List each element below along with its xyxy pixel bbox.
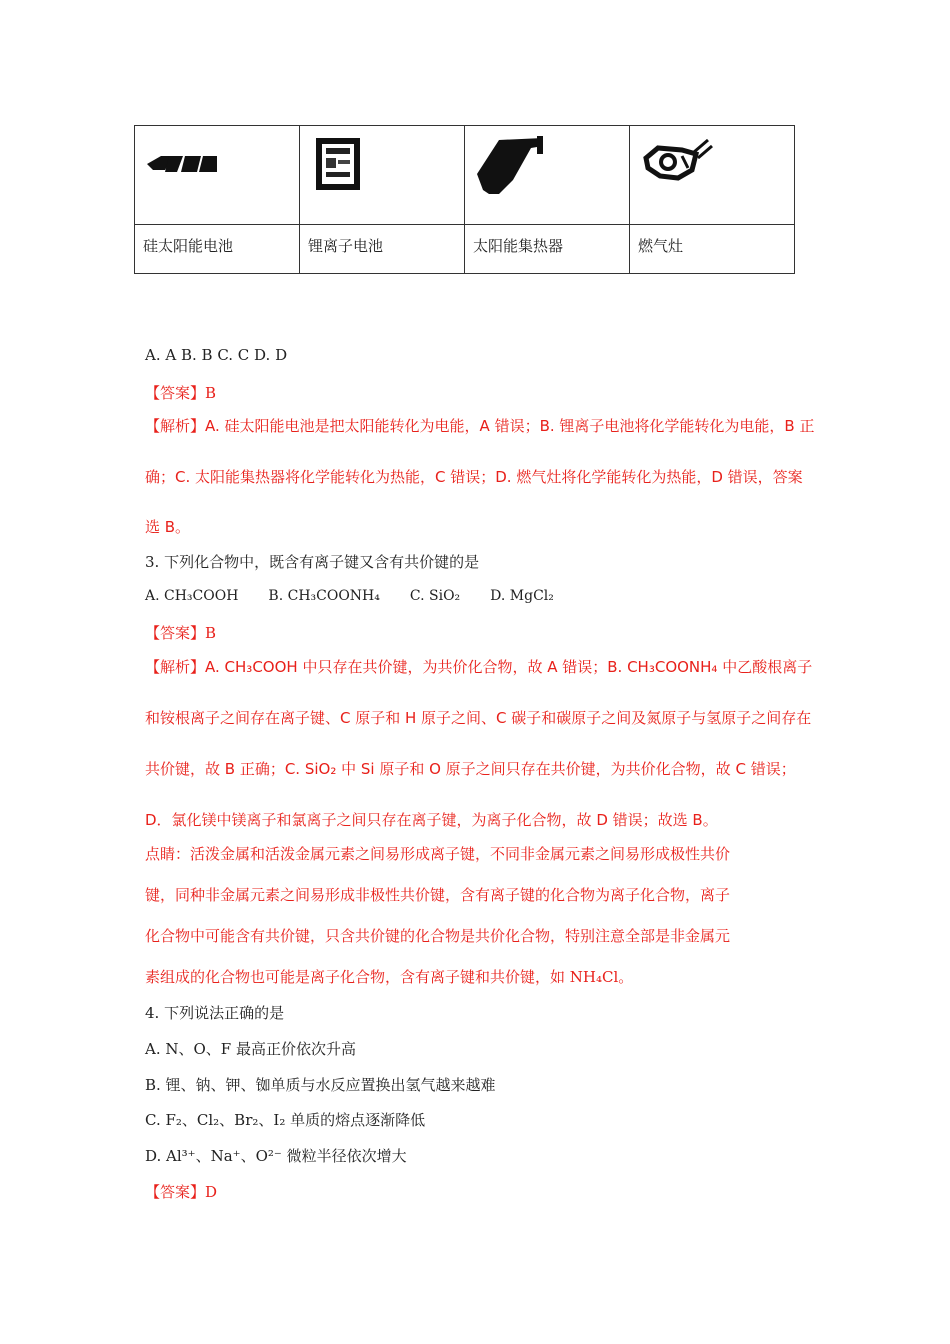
q3-option-c: C. SiO₂ xyxy=(409,588,461,604)
solar-panel-image xyxy=(143,134,223,194)
answer-value: B xyxy=(205,384,217,402)
q4-option-c: C. F₂、Cl₂、Br₂、I₂ 单质的熔点逐渐降低 xyxy=(145,1111,426,1129)
q3-option-d: D. MgCl₂ xyxy=(490,588,554,604)
q2-analysis-line3: 选 B。 xyxy=(145,518,191,536)
q4-option-b: B. 锂、钠、钾、铷单质与水反应置换出氢气越来越难 xyxy=(145,1076,496,1094)
q3-tip-line2: 键，同种非金属元素之间易形成非极性共价键，含有离子键的化合物为离子化合物，离子 xyxy=(145,886,731,904)
answer-tag: 【答案】 xyxy=(145,624,206,642)
q4-answer xyxy=(145,1181,217,1202)
gas-stove-image xyxy=(638,134,718,194)
q3-analysis-line1 xyxy=(145,656,812,677)
answer-tag: 【答案】 xyxy=(145,384,206,402)
q2-analysis-line1 xyxy=(145,415,814,436)
q3-stem: 3. 下列化合物中，既含有离子键又含有共价键的是 xyxy=(145,553,480,571)
label-li-ion: 锂离子电池 xyxy=(300,225,465,274)
solar-collector-image xyxy=(473,134,553,194)
analysis-tag: 【解析】 xyxy=(145,658,206,676)
image-cell-li-ion xyxy=(300,126,465,225)
image-cell-solar-collector xyxy=(465,126,630,225)
q3-analysis-line2: 和铵根离子之间存在离子键、C 原子和 H 原子之间、C 碳子和碳原子之间及氮原子与氢原子之间存在 xyxy=(145,709,812,727)
analysis-text: A. CH₃COOH 中只存在共价键，为共价化合物，故 A 错误；B. CH₃COONH₄ 中乙酸根离子 xyxy=(205,658,813,676)
answer-value: B xyxy=(205,624,217,642)
device-table xyxy=(134,125,795,274)
q3-analysis-line3: 共价键，故 B 正确；C. SiO₂ 中 Si 原子和 O 原子之间只存在共价键，为共价化合物，故 C 错误； xyxy=(145,760,796,778)
label-silicon-solar: 硅太阳能电池 xyxy=(135,225,300,274)
q3-analysis-line4: D．氯化镁中镁离子和氯离子之间只存在离子键，为离子化合物，故 D 错误；故选 B。 xyxy=(145,811,718,829)
analysis-text: A. 硅太阳能电池是把太阳能转化为电能，A 错误；B. 锂离子电池将化学能转化为电能，B 正 xyxy=(205,417,815,435)
q4-option-d: D. Al³⁺、Na⁺、O²⁻ 微粒半径依次增大 xyxy=(145,1147,407,1165)
label-gas-stove: 燃气灶 xyxy=(630,225,795,274)
battery-image xyxy=(308,134,388,194)
q3-tip-line3: 化合物中可能含有共价键，只含共价键的化合物是共价化合物，特别注意全部是非金属元 xyxy=(145,927,731,945)
answer-tag: 【答案】 xyxy=(145,1183,206,1201)
image-cell-silicon-solar xyxy=(135,126,300,225)
q3-tip-line1: 点睛：活泼金属和活泼金属元素之间易形成离子键，不同非金属元素之间易形成极性共价 xyxy=(145,845,731,863)
q4-option-a: A. N、O、F 最高正价依次升高 xyxy=(145,1040,356,1058)
q2-answer xyxy=(145,382,216,403)
q2-analysis-line2: 确；C. 太阳能集热器将化学能转化为热能，C 错误；D. 燃气灶将化学能转化为热能，D 错误，答案 xyxy=(145,468,803,486)
q3-tip-line4: 素组成的化合物也可能是离子化合物，含有离子键和共价键，如 NH₄Cl。 xyxy=(145,968,634,986)
q4-stem: 4. 下列说法正确的是 xyxy=(145,1004,285,1022)
analysis-tag: 【解析】 xyxy=(145,417,206,435)
answer-value: D xyxy=(205,1183,218,1201)
q3-option-a: A. CH₃COOH xyxy=(145,588,239,604)
q3-options xyxy=(145,588,554,604)
q3-answer xyxy=(145,622,216,643)
q2-options: A. A B. B C. C D. D xyxy=(145,346,288,364)
label-solar-collector: 太阳能集热器 xyxy=(465,225,630,274)
image-cell-gas-stove xyxy=(630,126,795,225)
q3-option-b: B. CH₃COONH₄ xyxy=(268,588,380,604)
